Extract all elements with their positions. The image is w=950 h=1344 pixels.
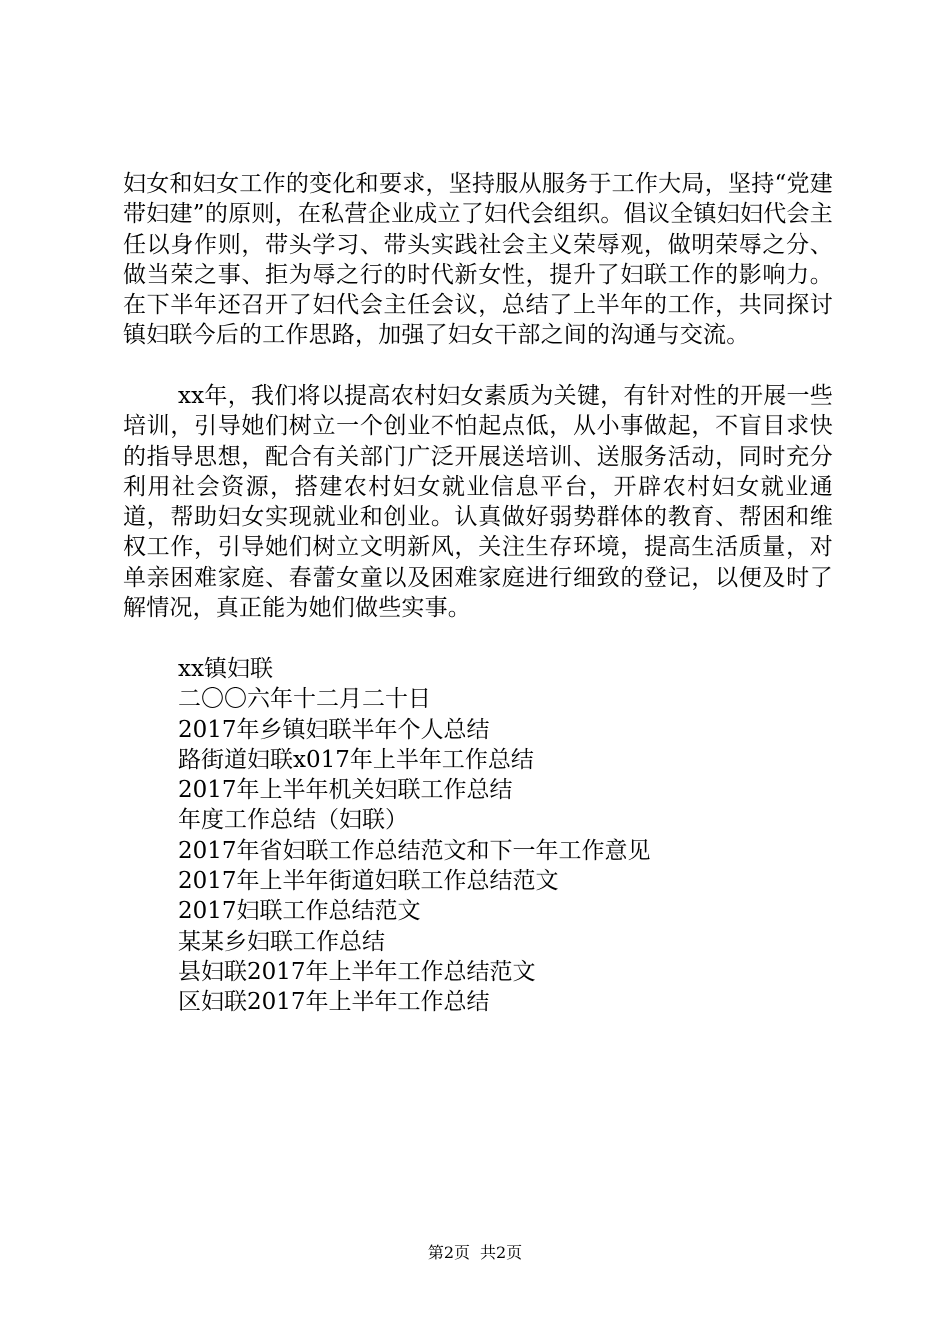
signature-org: xx镇妇联 [178, 656, 273, 682]
related-title: 2017年乡镇妇联半年个人总结 [178, 716, 490, 743]
related-title: 2017年上半年街道妇联工作总结范文 [178, 868, 559, 895]
signature-and-related-list [178, 654, 651, 1018]
related-title: 年度工作总结（妇联） [178, 807, 408, 834]
related-title: 县妇联2017年上半年工作总结范文 [178, 958, 536, 985]
body-paragraph-2: xx年，我们将以提高农村妇女素质为关键，有针对性的开展一些培训，引导她们树立一个创业不怕起点低，从小事做起，不盲目求快的指导思想，配合有关部门广泛开展送培训、送服务活动，同时充分利用社会资源，搭建农村妇女就业信息平台，开辟农村妇女就业通道，帮助妇女实现就业和创业。认真做好弱势群体的教育、帮困和维权工作，引导她们树立文明新风，关注生存环境，提高生活质量，对单亲困难家庭、春蕾女童以及困难家庭进行细致的登记，以便及时了解情况，真正能为她们做些实事。 [123, 383, 833, 622]
signature-date: 二〇〇六年十二月二十日 [178, 686, 431, 713]
page-footer [0, 1243, 950, 1263]
related-title: 区妇联2017年上半年工作总结 [178, 989, 490, 1016]
page-number: 第2页 [427, 1243, 470, 1262]
related-title: 2017年上半年机关妇联工作总结 [178, 777, 513, 804]
related-title: 2017年省妇联工作总结范文和下一年工作意见 [178, 837, 651, 864]
related-title: 某某乡妇联工作总结 [178, 928, 385, 955]
body-paragraph-1: 妇女和妇女工作的变化和要求，坚持服从服务于工作大局，坚持“党建带妇建”的原则，在私营企业成立了妇代会组织。倡议全镇妇妇代会主任以身作则，带头学习、带头实践社会主义荣辱观，做明荣辱之分、做当荣之事、拒为辱之行的时代新女性，提升了妇联工作的影响力。在下半年还召开了妇代会主任会议，总结了上半年的工作，共同探讨镇妇联今后的工作思路，加强了妇女干部之间的沟通与交流。 [123, 171, 833, 349]
related-title: 2017妇联工作总结范文 [178, 898, 421, 925]
page-total: 共2页 [480, 1243, 523, 1262]
related-title: 路街道妇联x017年上半年工作总结 [178, 746, 534, 773]
